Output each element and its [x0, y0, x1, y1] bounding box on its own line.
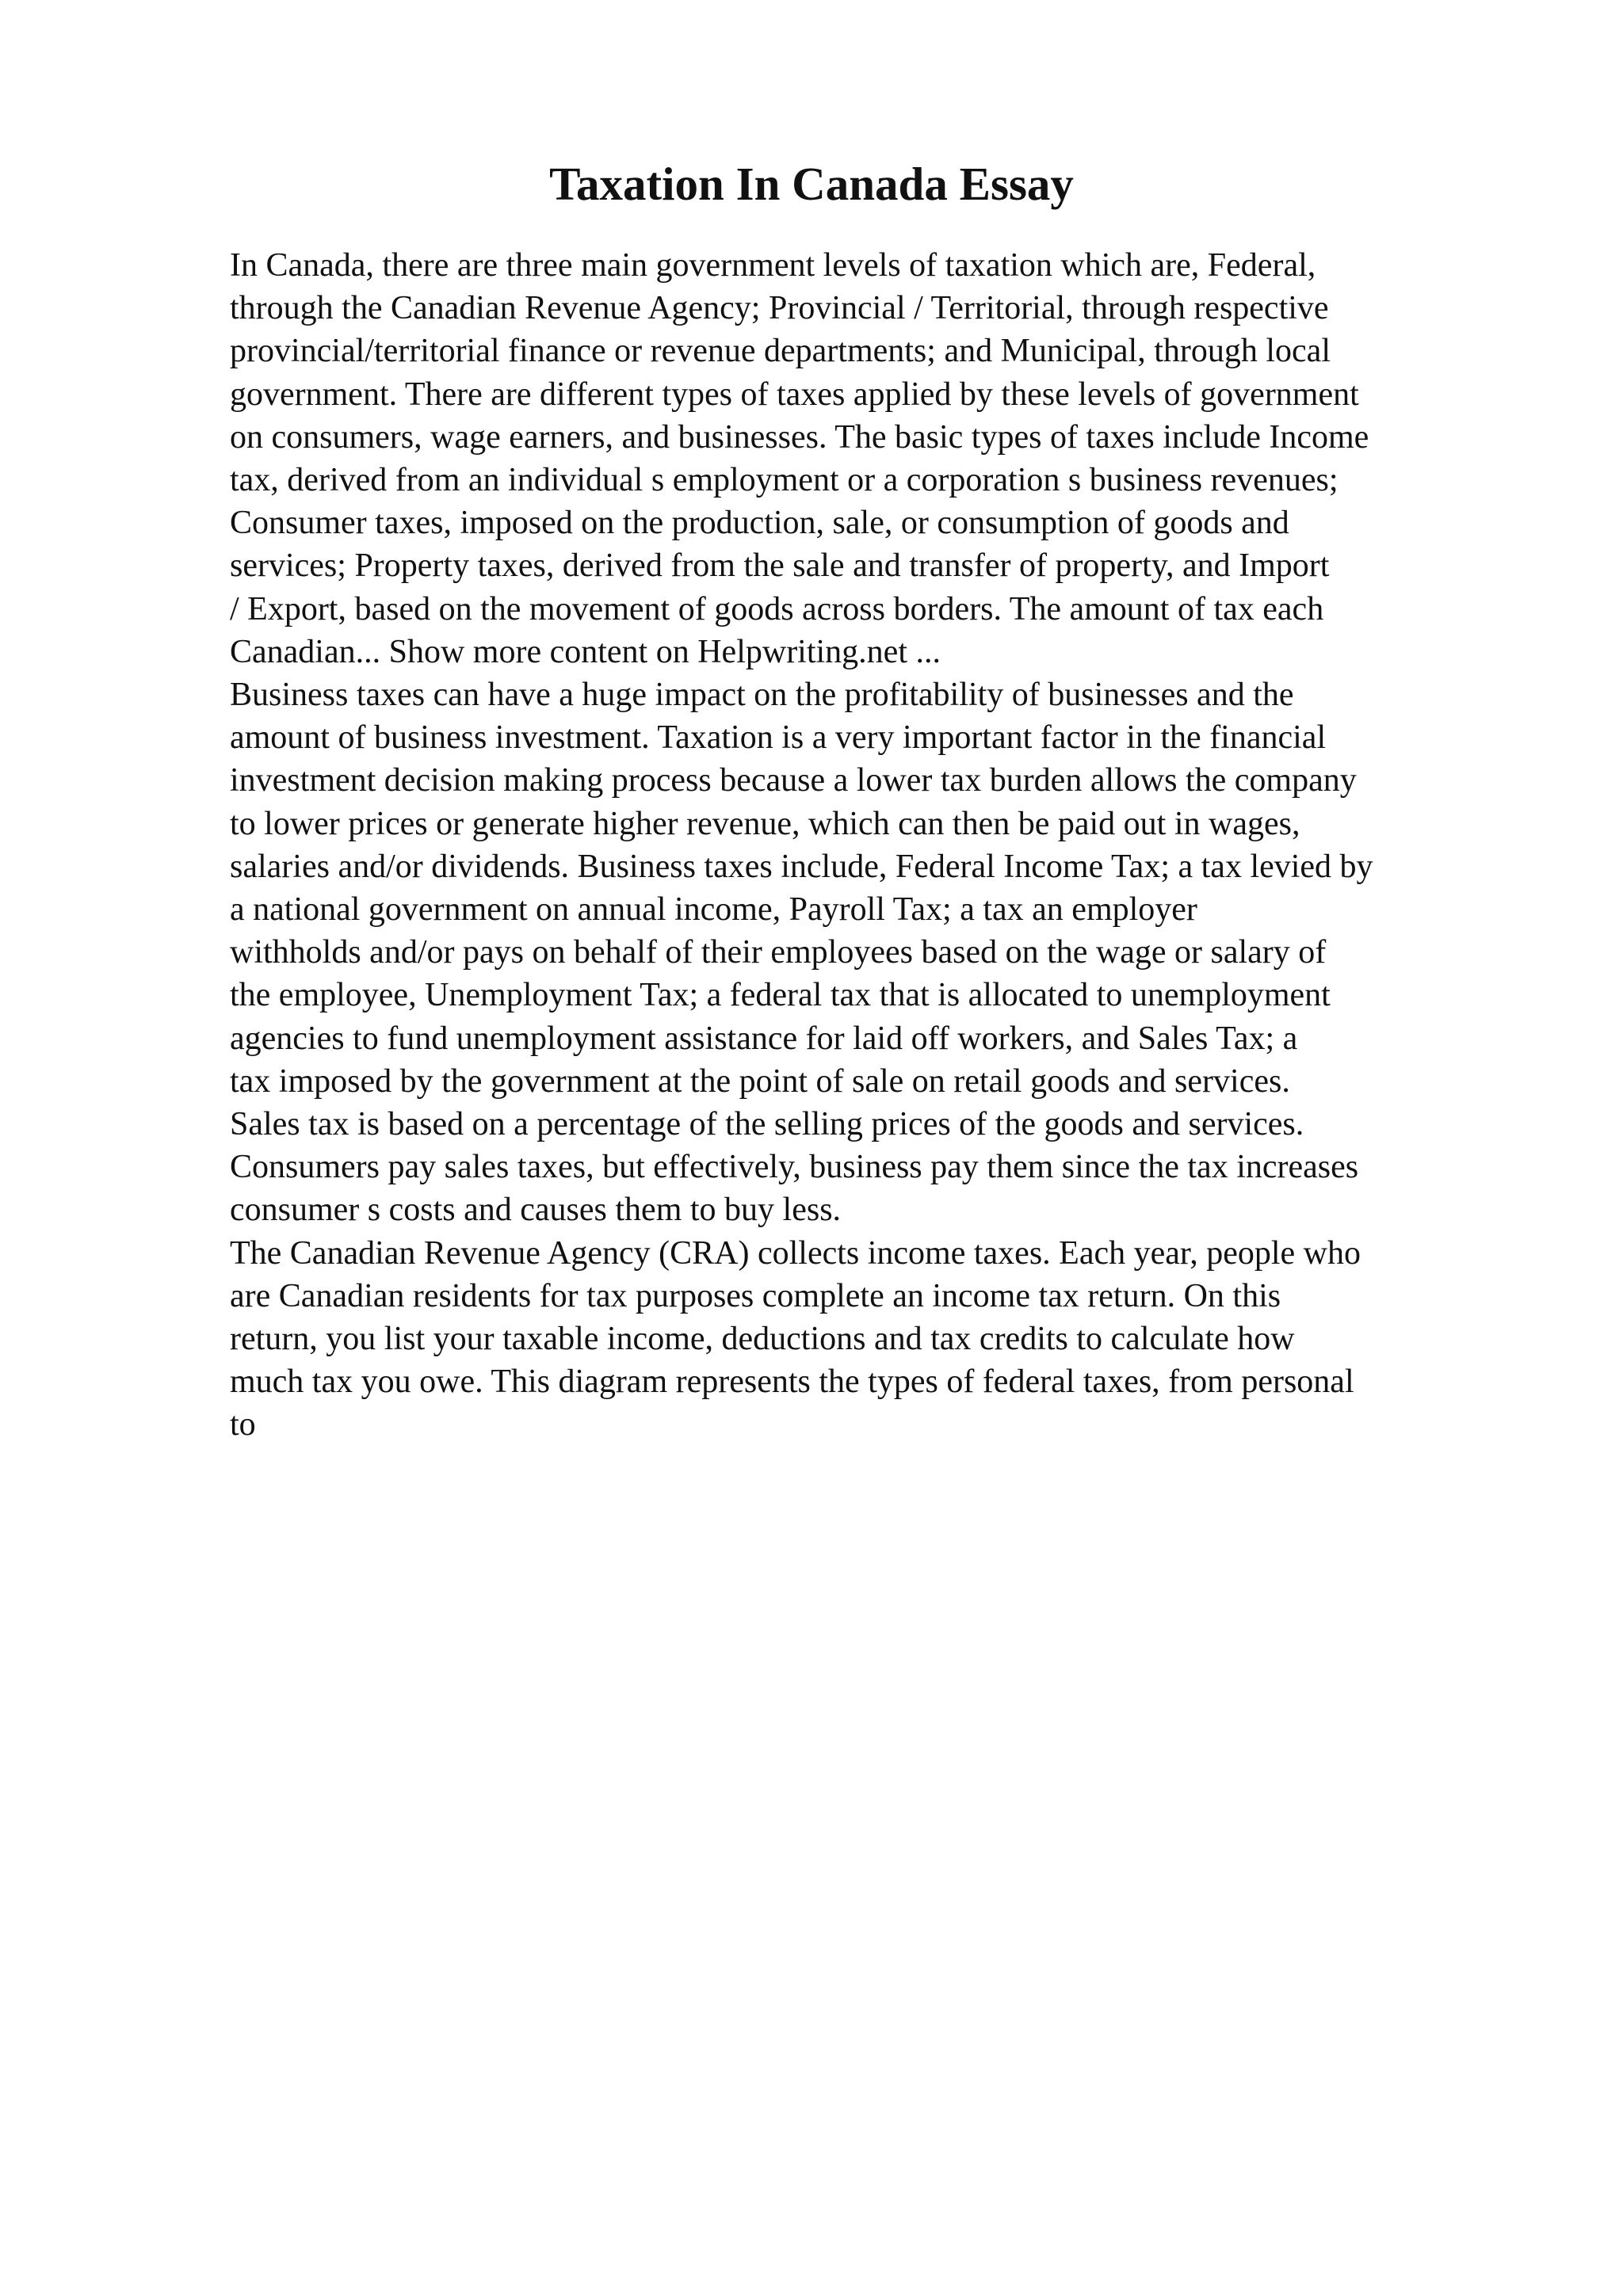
text-line: a national government on annual income, Payroll Tax; a tax an employer	[230, 891, 1197, 929]
text-line: The Canadian Revenue Agency (CRA) collects income taxes. Each year, people who	[230, 1234, 1361, 1272]
text-line: tax, derived from an individual s employment or a corporation s business revenues;	[230, 462, 1338, 499]
text-line: provincial/territorial finance or revenue departments; and Municipal, through local	[230, 333, 1331, 370]
document-body	[230, 244, 1514, 1447]
text-line: / Export, based on the movement of goods across borders. The amount of tax each	[230, 590, 1324, 627]
text-line: Consumer taxes, imposed on the production, sale, or consumption of goods and	[230, 505, 1289, 542]
document-title: Taxation In Canada Essay	[549, 158, 1074, 210]
text-line: withholds and/or pays on behalf of their employees based on the wage or salary of	[230, 934, 1327, 971]
text-line: In Canada, there are three main government levels of taxation which are, Federal,	[230, 247, 1316, 284]
text-line: consumer s costs and causes them to buy less.	[230, 1192, 842, 1229]
text-line: salaries and/or dividends. Business taxes include, Federal Income Tax; a tax levied by	[230, 848, 1373, 885]
text-line: agencies to fund unemployment assistance for laid off workers, and Sales Tax; a	[230, 1020, 1298, 1057]
text-line: Canadian... Show more content on Helpwriting.net ...	[230, 633, 941, 670]
text-line: on consumers, wage earners, and businesses. The basic types of taxes include Income	[230, 418, 1369, 456]
text-line: Sales tax is based on a percentage of the selling prices of the goods and services.	[230, 1106, 1304, 1143]
text-line: to	[230, 1406, 256, 1444]
text-line: investment decision making process because a lower tax burden allows the company	[230, 762, 1357, 799]
text-line: return, you list your taxable income, deductions and tax credits to calculate how	[230, 1321, 1295, 1358]
text-line: Consumers pay sales taxes, but effectively, business pay them since the tax increases	[230, 1149, 1359, 1186]
text-line: much tax you owe. This diagram represents the types of federal taxes, from personal	[230, 1363, 1354, 1401]
text-line: are Canadian residents for tax purposes complete an income tax return. On this	[230, 1277, 1281, 1314]
text-line: to lower prices or generate higher revenue, which can then be paid out in wages,	[230, 805, 1300, 842]
text-line: Business taxes can have a huge impact on the profitability of businesses and the	[230, 677, 1294, 714]
text-line: amount of business investment. Taxation is a very important factor in the financial	[230, 719, 1327, 757]
text-line: tax imposed by the government at the point of sale on retail goods and services.	[230, 1062, 1290, 1100]
text-line: through the Canadian Revenue Agency; Provincial / Territorial, through respective	[230, 290, 1329, 327]
text-line: government. There are different types of taxes applied by these levels of government	[230, 376, 1359, 413]
text-line: the employee, Unemployment Tax; a federal tax that is allocated to unemployment	[230, 977, 1331, 1014]
text-line: services; Property taxes, derived from the sale and transfer of property, and Import	[230, 547, 1330, 585]
